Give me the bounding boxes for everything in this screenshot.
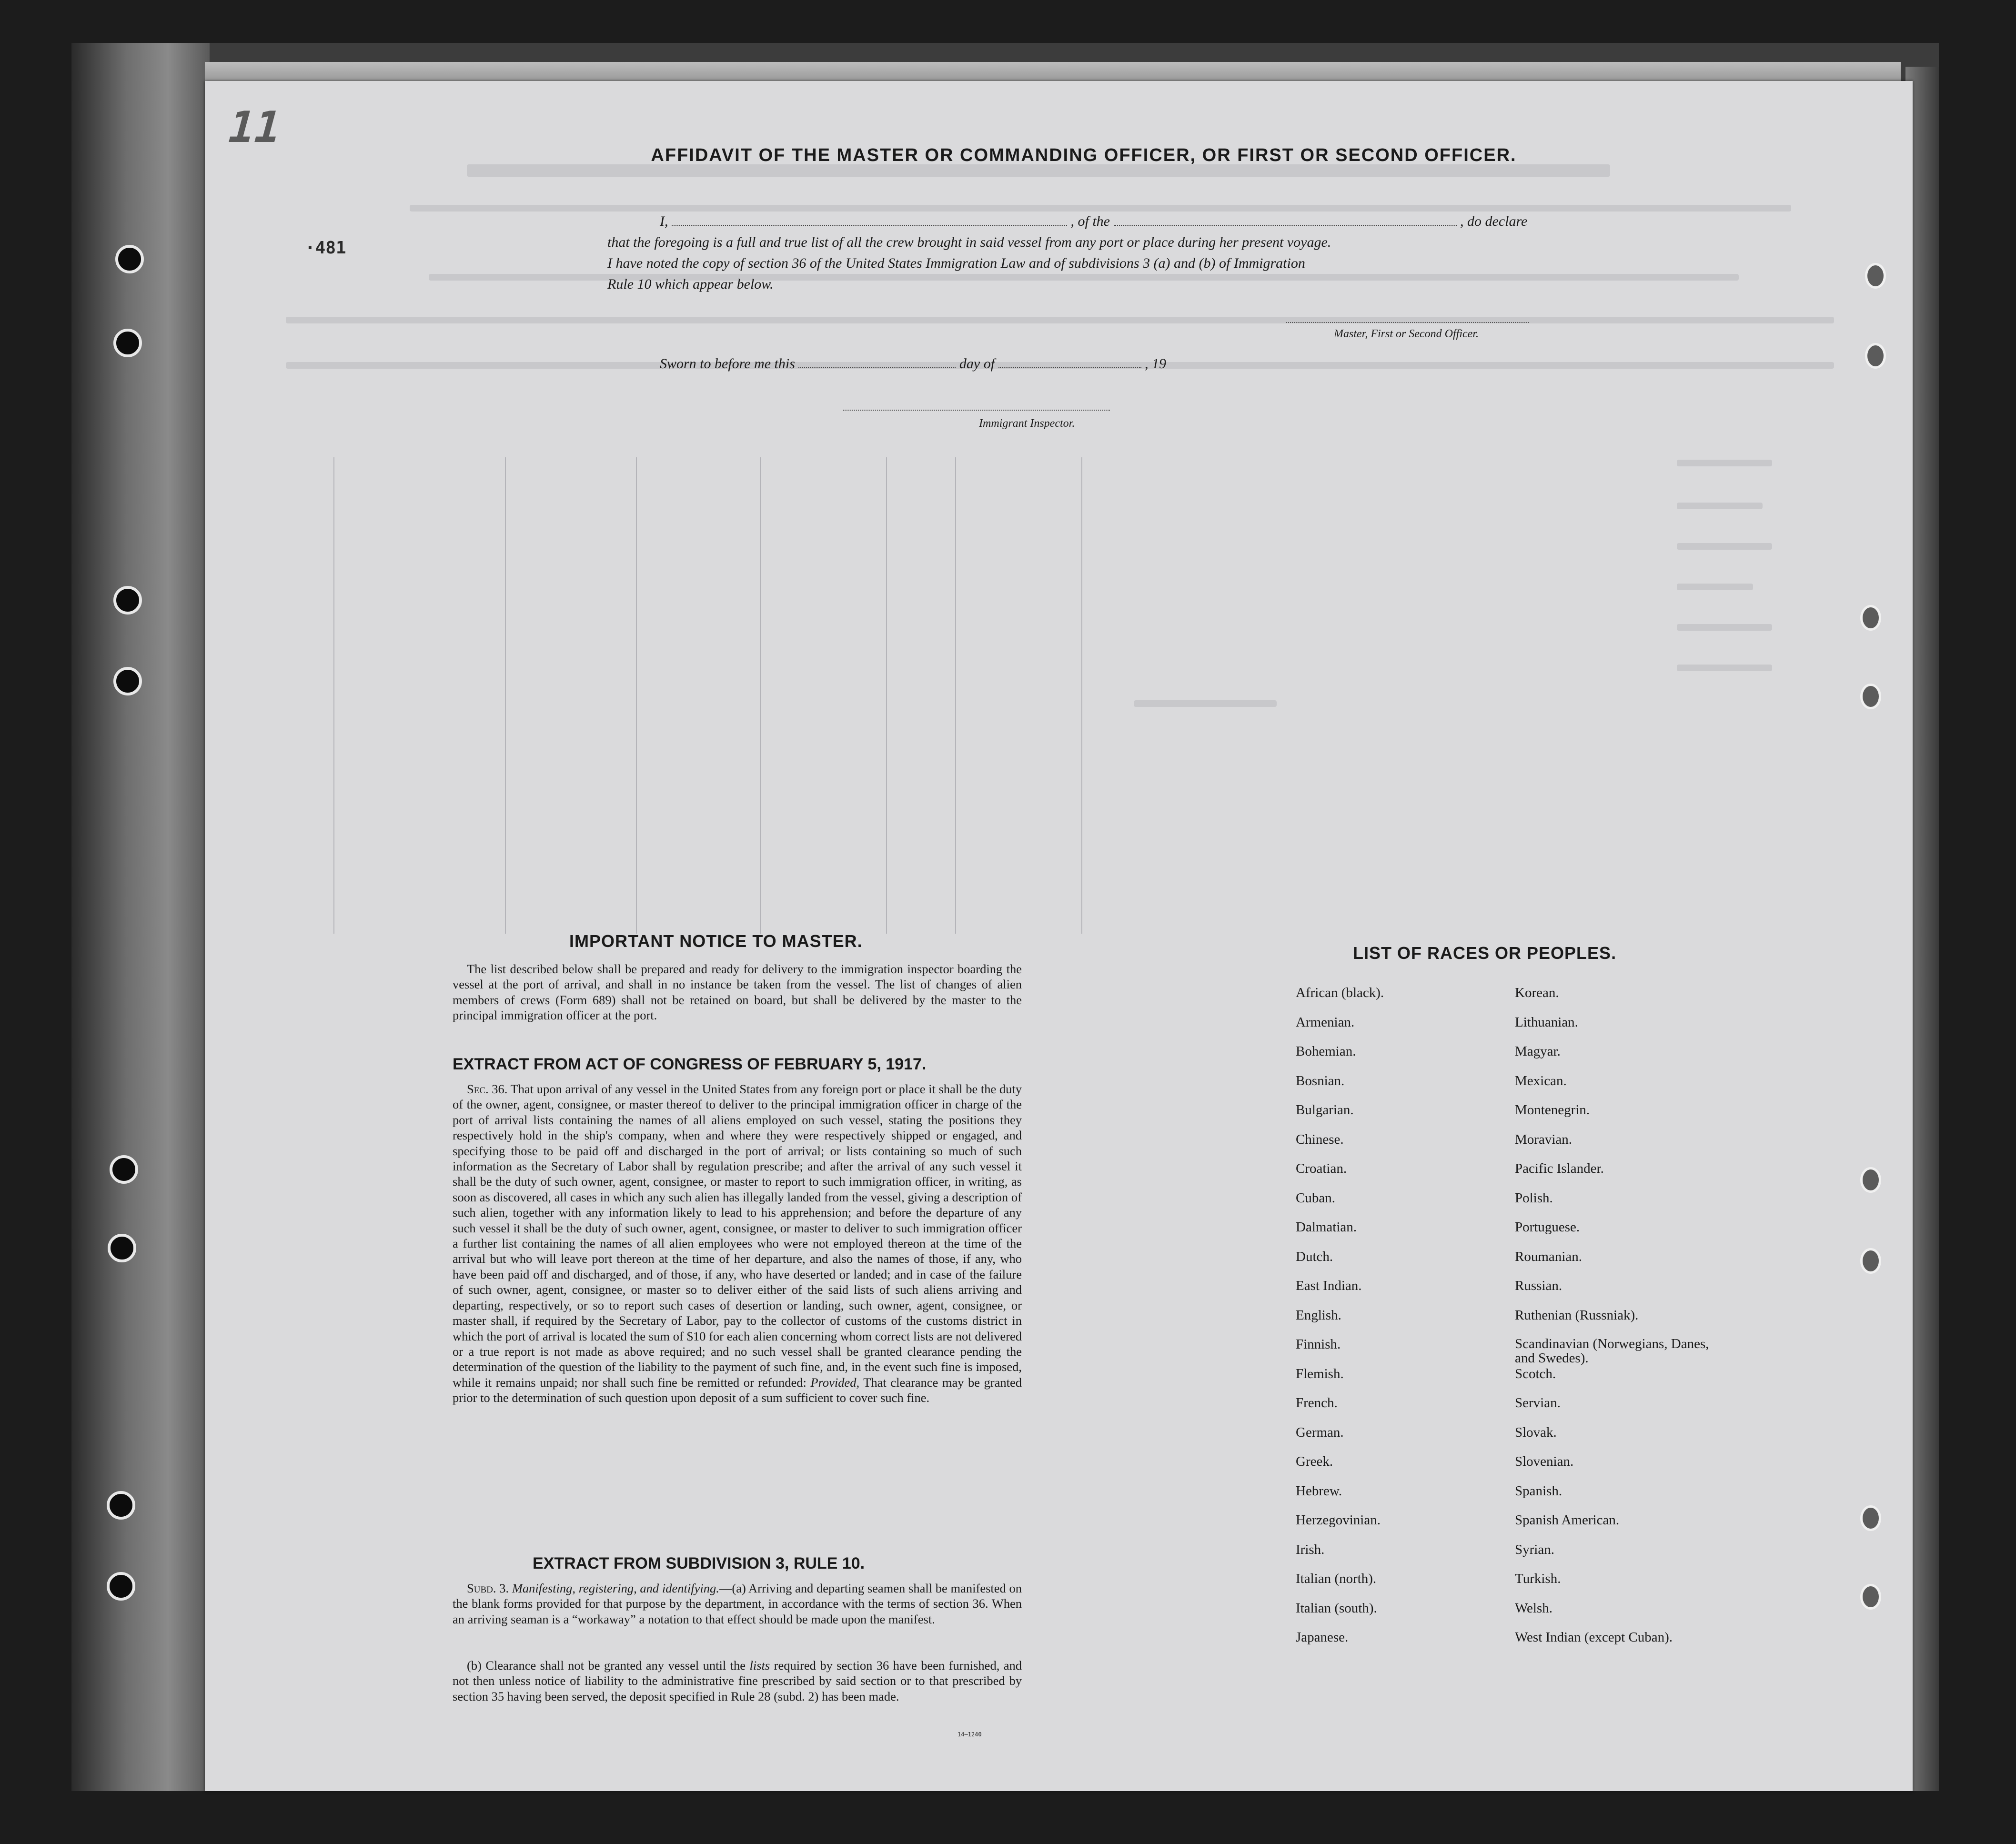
race-item: Lithuanian. xyxy=(1515,1014,1578,1030)
race-item: Japanese. xyxy=(1296,1630,1349,1645)
race-item: Chinese. xyxy=(1296,1131,1344,1147)
binding-hole xyxy=(107,1572,135,1601)
race-item: Herzegovinian. xyxy=(1296,1512,1381,1528)
punch-hole xyxy=(1860,684,1881,709)
race-item: West Indian (except Cuban). xyxy=(1515,1630,1673,1645)
section-label: Sec. 36. xyxy=(467,1082,508,1096)
race-item: Montenegrin. xyxy=(1515,1102,1590,1118)
race-item: Hebrew. xyxy=(1296,1483,1342,1499)
bleedthrough-rule xyxy=(760,457,761,934)
officer-name-field[interactable] xyxy=(672,225,1067,226)
race-item: Russian. xyxy=(1515,1278,1562,1293)
section-text-end: That clearance may be granted prior to the determination of such question upon deposit of a sum sufficient to cover such fine. xyxy=(453,1375,1022,1405)
bleedthrough-rule xyxy=(1081,457,1082,934)
rule-subdivision-3b xyxy=(453,1658,1022,1704)
bleedthrough-text xyxy=(467,164,1610,177)
race-item: Italian (north). xyxy=(1296,1571,1377,1586)
sworn-month-field[interactable] xyxy=(998,367,1141,368)
master-signature-caption: Master, First or Second Officer. xyxy=(1334,328,1479,340)
binding-hole xyxy=(113,586,142,615)
race-item: German. xyxy=(1296,1424,1344,1440)
race-item: Moravian. xyxy=(1515,1131,1572,1147)
race-item: Bohemian. xyxy=(1296,1044,1356,1059)
binding-hole xyxy=(115,245,144,273)
inspector-signature-line[interactable] xyxy=(843,410,1110,411)
subdivision-text-a: —(a) Arriving and departing seamen shall be manifested on the blank forms provided for that purpose by the department, in accordance with the terms of section 36. When an arriving seaman is a “workaway” a notation to that effect should be made upon the manifest. xyxy=(453,1581,1022,1626)
punch-hole xyxy=(1860,1584,1881,1610)
race-item: Slovak. xyxy=(1515,1424,1557,1440)
bleedthrough-rule xyxy=(886,457,887,934)
punch-hole xyxy=(1860,1248,1881,1274)
race-item: Syrian. xyxy=(1515,1542,1554,1557)
race-item: Greek. xyxy=(1296,1454,1333,1469)
act-extract-title: EXTRACT FROM ACT OF CONGRESS OF FEBRUARY 5, 1917. xyxy=(453,1055,927,1073)
affidavit-line-1 xyxy=(660,213,1527,230)
sworn-year: , 19 xyxy=(1145,356,1167,372)
affidavit-i: I, xyxy=(660,213,668,229)
binding-hole xyxy=(108,1234,136,1262)
sworn-line xyxy=(660,356,1166,372)
binding-strip xyxy=(71,43,210,1791)
race-item: French. xyxy=(1296,1395,1338,1411)
bleedthrough-text xyxy=(1677,624,1772,631)
sworn-prefix: Sworn to before me this xyxy=(660,356,795,372)
affidavit-title: AFFIDAVIT OF THE MASTER OR COMMANDING OFFICER, OR FIRST OR SECOND OFFICER. xyxy=(651,145,1517,165)
race-item: Bosnian. xyxy=(1296,1073,1345,1088)
notice-title: IMPORTANT NOTICE TO MASTER. xyxy=(569,931,863,951)
bleedthrough-rule xyxy=(955,457,956,934)
affidavit-line-2: that the foregoing is a full and true list of all the crew brought in said vessel from any port or place during her present voyage. xyxy=(607,234,1331,250)
subdivision-heading: Manifesting, registering, and identifying. xyxy=(512,1581,719,1595)
race-item: Magyar. xyxy=(1515,1044,1561,1059)
bleedthrough-rule xyxy=(636,457,637,934)
bleedthrough-text xyxy=(1677,584,1753,590)
bleedthrough-text xyxy=(1677,665,1772,671)
race-item: Polish. xyxy=(1515,1190,1553,1206)
race-item: English. xyxy=(1296,1307,1341,1323)
race-item: African (black). xyxy=(1296,985,1384,1000)
race-item: Dutch. xyxy=(1296,1249,1333,1264)
master-signature-line[interactable] xyxy=(1286,322,1529,323)
race-item: Pacific Islander. xyxy=(1515,1161,1604,1176)
race-item: Spanish American. xyxy=(1515,1512,1620,1528)
race-item: Mexican. xyxy=(1515,1073,1567,1088)
bleedthrough-text xyxy=(1677,503,1763,509)
subdivision-text-b-end: required by section 36 have been furnished, and not then unless notice of liability to the administrative fine prescribed by said section or to that prescribed by section 35 having been served, the deposit specified in Rule 28 (subd. 2) has been made. xyxy=(453,1658,1022,1703)
race-item: Korean. xyxy=(1515,985,1559,1000)
race-item: Flemish. xyxy=(1296,1366,1344,1381)
section-text: That upon arrival of any vessel in the United States from any foreign port or place it shall be the duty of the owner, agent, consignee, or master thereof to deliver to the principal immigration officer in charge of the port of arrival lists containing the names of all aliens employed on such vessel, stating the positions they respectively hold in the ship's company, when and where they were respectively shipped or engaged, and specifying those to be paid off and discharged in the port of arrival; or lists containing so much of such information as the Secretary of Labor shall by regulation prescribe; and after the arrival of any such vessel it shall be the duty of such owner, agent, consignee, or master to report to such immigration officer, in writing, as soon as discovered, all cases in which any such alien has illegally landed from the vessel, giving a description of such alien, together with any information likely to lead to his apprehension; and before the departure of any such vessel it shall be the duty of such owner, agent, consignee, or master to deliver to such immigration officer a further list containing the names of all alien employees who were not employed thereon at the time of the arrival but who will leave port thereon at the time of her departure, and also the names of those, if any, who have been paid off and discharged, and of those, if any, who have deserted or landed; and in case of the failure of such owner, agent, consignee, or master so to deliver either of the said lists of such aliens arriving and departing, respectively, or so to report such cases of desertion or landing, such owner, agent, consignee, or master shall, if required by the Secretary of Labor, pay to the collector of customs of the customs district in which the port of arrival is located the sum of $10 for each alien concerning whom correct lists are not delivered or a true report is not made as above required; and no such vessel shall be granted clearance pending the determination of the question of the liability to the payment of such fine, and, in the event such fine is imposed, while it remains unpaid; nor shall such fine be remitted or refunded: xyxy=(453,1082,1022,1390)
race-item: Spanish. xyxy=(1515,1483,1562,1499)
subdivision-text-b-start: (b) Clearance shall not be granted any vessel until the xyxy=(467,1658,746,1673)
binding-hole xyxy=(113,329,142,357)
races-column-2 xyxy=(1515,985,1720,1659)
punch-hole xyxy=(1860,605,1881,631)
race-item: Portuguese. xyxy=(1515,1219,1580,1235)
handwritten-number: ·481 xyxy=(305,238,346,258)
rule-extract-title: EXTRACT FROM SUBDIVISION 3, RULE 10. xyxy=(533,1554,865,1572)
binding-hole xyxy=(110,1155,138,1184)
punch-hole xyxy=(1865,263,1886,289)
race-item: Dalmatian. xyxy=(1296,1219,1357,1235)
race-item: Scandinavian (Norwegians, Danes, and Swedes). xyxy=(1515,1336,1709,1366)
race-item: Bulgarian. xyxy=(1296,1102,1354,1118)
bleedthrough-rule xyxy=(333,457,334,934)
race-item: Croatian. xyxy=(1296,1161,1347,1176)
bleedthrough-text xyxy=(286,317,1834,323)
race-item: East Indian. xyxy=(1296,1278,1362,1293)
notice-text: The list described below shall be prepared and ready for delivery to the immigration inspector boarding the vessel at the port of arrival, and shall in no instance be taken from the vessel. The list of changes of alien members of crews (Form 689) shall not be retained on board, but shall be delivered by the master to the principal immigration officer at the port. xyxy=(453,962,1022,1023)
bleedthrough-text xyxy=(1134,700,1277,707)
binding-hole xyxy=(113,667,142,695)
race-item: Scotch. xyxy=(1515,1366,1556,1381)
form-number: 14—1240 xyxy=(958,1731,982,1738)
race-item: Italian (south). xyxy=(1296,1600,1377,1616)
act-section-36 xyxy=(453,1081,1022,1406)
race-item: Armenian. xyxy=(1296,1014,1355,1030)
affidavit-line-4: Rule 10 which appear below. xyxy=(607,276,774,292)
race-item: Turkish. xyxy=(1515,1571,1561,1586)
handwritten-corner-mark: 11 xyxy=(222,102,287,152)
race-item: Slovenian. xyxy=(1515,1454,1574,1469)
races-column-1 xyxy=(1296,985,1384,1659)
provided-word: Provided, xyxy=(810,1375,860,1390)
page-top-edge xyxy=(205,62,1901,81)
sworn-day-field[interactable] xyxy=(798,367,956,368)
vessel-name-field[interactable] xyxy=(1114,225,1457,226)
lists-word: lists xyxy=(749,1658,770,1673)
inspector-signature-caption: Immigrant Inspector. xyxy=(979,417,1075,430)
bleedthrough-text xyxy=(1677,543,1772,550)
race-item: Irish. xyxy=(1296,1542,1325,1557)
notice-paragraph xyxy=(453,961,1022,1023)
punch-hole xyxy=(1860,1505,1881,1531)
punch-hole xyxy=(1860,1167,1881,1193)
affidavit-line-3: I have noted the copy of section 36 of the United States Immigration Law and of subdivisions 3 (a) and (b) of Immigration xyxy=(607,255,1305,271)
race-item: Servian. xyxy=(1515,1395,1561,1411)
races-list-title: LIST OF RACES OR PEOPLES. xyxy=(1353,943,1617,963)
race-item: Finnish. xyxy=(1296,1337,1341,1352)
subdivision-label: Subd. 3. xyxy=(467,1581,509,1595)
race-item: Cuban. xyxy=(1296,1190,1335,1206)
race-item: Welsh. xyxy=(1515,1600,1553,1616)
affidavit-declare: , do declare xyxy=(1460,213,1528,229)
affidavit-of-the: , of the xyxy=(1070,213,1110,229)
race-item: Roumanian. xyxy=(1515,1249,1582,1264)
punch-hole xyxy=(1865,343,1886,369)
bleedthrough-text xyxy=(410,205,1791,212)
sworn-day-of: day of xyxy=(959,356,995,372)
race-item: Ruthenian (Russniak). xyxy=(1515,1307,1639,1323)
bleedthrough-text xyxy=(1677,460,1772,466)
binding-hole xyxy=(107,1491,135,1520)
rule-subdivision-3a xyxy=(453,1581,1022,1627)
bleedthrough-rule xyxy=(505,457,506,934)
